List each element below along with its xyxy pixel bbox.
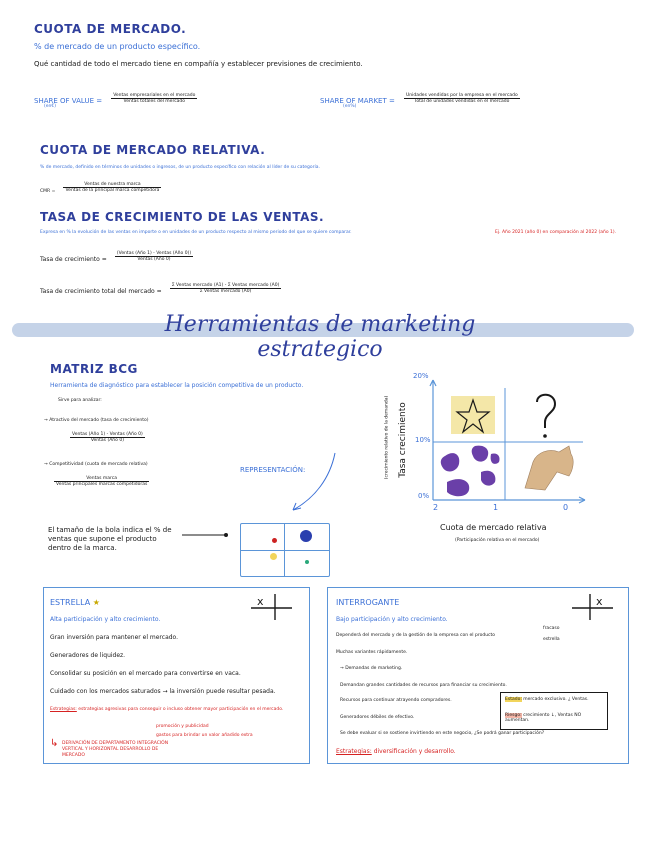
bubble-green xyxy=(305,560,309,564)
estrella-line-1: Gran inversión para mantener el mercado. xyxy=(50,634,179,641)
x-axis-sub: (Participación relativa en el mercado) xyxy=(455,538,540,543)
interrogante-strategies-text: diversificación y desarrollo. xyxy=(373,748,456,755)
bcg-item2-numerator: Ventas marca xyxy=(54,476,149,482)
cmr-formula xyxy=(40,177,161,196)
som-label: SHARE OF MARKET = xyxy=(320,97,395,105)
tasa-formula-1 xyxy=(40,246,193,265)
dog-spot-1 xyxy=(441,453,459,471)
cmr-denominator: Ventas de la principal marca competidora xyxy=(65,188,160,193)
x-tick-1: 1 xyxy=(493,503,499,512)
interrogante-line-1: Dependerá del mercado y de la gestión de la empresa con el producto xyxy=(336,633,496,638)
tasa-example: Ej. Año 2021 (año 0) en comparación al 2022 (año 1). xyxy=(495,230,617,235)
estrella-arrow-text: DERIVACIÓN DE DEPARTAMENTO INTEGRACIÓN VERTICAL Y HORIZONTAL DESARROLLO DE MERCADO xyxy=(62,741,169,758)
interrogante-bullet-4: Se debe evaluar si se sostiene invirtiendo en este negocio, ¿Se podrá ganar participación? xyxy=(340,731,545,736)
sov-denominator: Ventas totales del mercado xyxy=(123,99,186,104)
interrogante-subtitle: Bajo participación y alto crecimiento. xyxy=(336,616,448,623)
bcg-sirve: Sirve para analizar: xyxy=(58,398,102,403)
note-arrow xyxy=(180,530,230,540)
som-denominator: Total de unidades vendidas en el mercado xyxy=(414,99,510,104)
share-of-value-formula xyxy=(34,88,197,107)
dog-spot-3 xyxy=(447,479,469,496)
bcg-item2-fraction xyxy=(54,476,149,487)
bcg-item1-numerator: Ventas (Año 1) - Ventas (Año 0) xyxy=(72,432,143,437)
cuota-subtitle: % de mercado de un producto específico. xyxy=(34,42,201,51)
estrella-branch-1: promoción y publicidad xyxy=(156,724,209,729)
representacion-arrow xyxy=(285,448,345,518)
tasa-formula-2 xyxy=(40,278,281,297)
tasa-title: TASA DE CRECIMIENTO DE LAS VENTAS. xyxy=(40,210,325,224)
tasa-f1-denominator: Ventas (Año 0) xyxy=(137,257,171,262)
interrogante-strategies-label: Estrategias: xyxy=(336,748,372,755)
cuota-question: Qué cantidad de todo el mercado tiene en compañía y establecer previsiones de crecimiento. xyxy=(34,60,363,68)
y-tick-20: 20% xyxy=(413,372,429,380)
interrogante-line-3: → Demandas de marketing. xyxy=(340,666,403,671)
svg-text:x: x xyxy=(596,595,603,608)
note-2-label: Riesgo: xyxy=(505,713,522,718)
note-1-text: mercado exclusivo. ¿ Ventas. xyxy=(523,697,589,702)
interrogante-note-2 xyxy=(505,713,605,723)
x-tick-2: 2 xyxy=(433,503,439,512)
y-tick-0: 0% xyxy=(418,492,430,500)
bcg-item1-fraction xyxy=(70,432,145,443)
sov-label: SHARE OF VALUE = xyxy=(34,97,103,105)
sov-numerator: Ventas empresariales en el mercado xyxy=(113,93,196,98)
estrella-strategies-text: estrategias agresivas para conseguir o incluso obtener mayor participación en el mercado. xyxy=(78,707,284,712)
interrogante-strategies xyxy=(336,748,456,755)
quadrant-x-top-right-icon xyxy=(570,590,615,620)
bubble-yellow xyxy=(270,553,277,560)
quadrant-x-top-left-icon xyxy=(249,590,294,620)
relativa-desc: % de mercado, definido en términos de unidades o ingresos, de un producto específico con relación al líder de su categoría. xyxy=(40,165,320,170)
dog-spot-5 xyxy=(491,453,500,463)
interrogante-bullet-1: Demandan grandes cantidades de recursos para financiar su crecimiento. xyxy=(340,683,507,688)
x-axis-label: Cuota de mercado relativa xyxy=(440,523,547,532)
sov-unit: (en€) xyxy=(44,104,56,109)
interrogante-branch-2: estrella xyxy=(543,637,560,642)
banner-title: Herramientas de marketing estrategico xyxy=(164,312,476,362)
dog-spot-4 xyxy=(481,471,495,486)
estrella-branch-2: gastos para brindar un valor añadido extra xyxy=(156,733,253,738)
svg-text:x: x xyxy=(257,595,264,608)
interrogante-line-2: Muchas variantes rápidamente. xyxy=(336,650,408,655)
tasa-f1-label: Tasa de crecimiento = xyxy=(40,256,107,263)
estrella-title xyxy=(50,598,100,607)
estrella-subtitle: Alta participación y alto crecimiento. xyxy=(50,616,161,623)
estrella-line-2: Generadores de liquidez. xyxy=(50,652,126,659)
cash-cow-icon xyxy=(525,446,573,490)
tasa-f1-numerator: (Ventas (Año 1) - Ventas (Año 0)) xyxy=(116,251,192,256)
estrella-card xyxy=(43,587,310,764)
bcg-title: MATRIZ BCG xyxy=(50,362,138,376)
note-2-text: crecimiento ↓, Ventas NO aumentan. xyxy=(505,713,582,723)
bcg-item-atractivo: → Atractivo del mercado (tasa de crecimiento) xyxy=(44,418,149,423)
relativa-title: CUOTA DE MERCADO RELATIVA. xyxy=(40,143,266,157)
interrogante-bullet-3: Generadores débiles de efectivo. xyxy=(340,715,415,720)
tasa-f2-denominator: Σ Ventas mercado (A0) xyxy=(199,289,252,294)
som-numerator: Unidades vendidas por la empresa en el mercado xyxy=(405,93,518,98)
interrogante-bullet-2: Recursos para continuar atrayendo compradores. xyxy=(340,698,452,703)
star-small-icon: ★ xyxy=(92,598,100,607)
note-1-label: Estado: xyxy=(505,697,522,702)
interrogante-card xyxy=(327,587,629,764)
cuota-title: CUOTA DE MERCADO. xyxy=(34,22,187,36)
bcg-desc: Herramienta de diagnóstico para establecer la posición competitiva de un producto. xyxy=(50,382,304,389)
dog-spot-2 xyxy=(472,446,489,462)
bubble-blue xyxy=(300,530,312,542)
interrogante-notes-box xyxy=(500,692,608,730)
y-axis-sub: (crecimiento relativo de la demanda) xyxy=(384,395,390,480)
bubble-matrix xyxy=(240,523,330,577)
representacion-label: REPRESENTACIÓN: xyxy=(240,466,306,474)
tasa-f2-numerator: Σ Ventas mercado (A1) - Σ Ventas mercado (A0) xyxy=(171,283,280,288)
interrogante-note-1 xyxy=(505,697,605,702)
estrella-line-3: Consolidar su posición en el mercado para convertirse en vaca. xyxy=(50,670,241,677)
red-arrow-icon: ↳ xyxy=(50,738,59,749)
estrella-strategies-label: Estrategias: xyxy=(50,707,77,712)
question-mark-icon xyxy=(537,395,555,428)
tasa-desc: Expresa en % la evolución de las ventas en importe o en unidades de un producto respecto al mismo periodo del que se quiere comparar. xyxy=(40,230,352,235)
som-unit: (en%) xyxy=(343,104,357,109)
interrogante-branch-1: fracaso xyxy=(543,626,560,631)
cmr-numerator: Ventas de nuestra marca xyxy=(63,182,161,188)
estrella-title-text: ESTRELLA xyxy=(50,598,91,607)
bcg-item2-denominator: Ventas principales marcas competidoras xyxy=(56,482,148,487)
bubble-matrix-hline xyxy=(241,550,329,551)
y-axis-label: Tasa crecimiento xyxy=(398,402,408,478)
bubble-size-note: El tamaño de la bola indica el % de ventas que supone el producto dentro de la marca. xyxy=(48,526,172,552)
tasa-f2-label: Tasa de crecimiento total del mercado = xyxy=(40,288,162,295)
x-tick-0: 0 xyxy=(563,503,569,512)
bcg-chart xyxy=(425,376,595,506)
y-tick-10: 10% xyxy=(415,436,431,444)
bcg-item-competitividad: → Competitividad (cuota de mercado relativa) xyxy=(44,462,148,467)
bcg-item1-denominator: Ventas (Año 0) xyxy=(90,438,124,443)
estrella-line-4: Cuidado con los mercados saturados → la inversión puede resultar pesada. xyxy=(50,688,276,695)
bubble-red xyxy=(272,538,277,543)
estrella-strategies xyxy=(50,706,304,713)
cmr-label: CMR = xyxy=(40,189,56,194)
interrogante-title: INTERROGANTE xyxy=(336,598,400,607)
